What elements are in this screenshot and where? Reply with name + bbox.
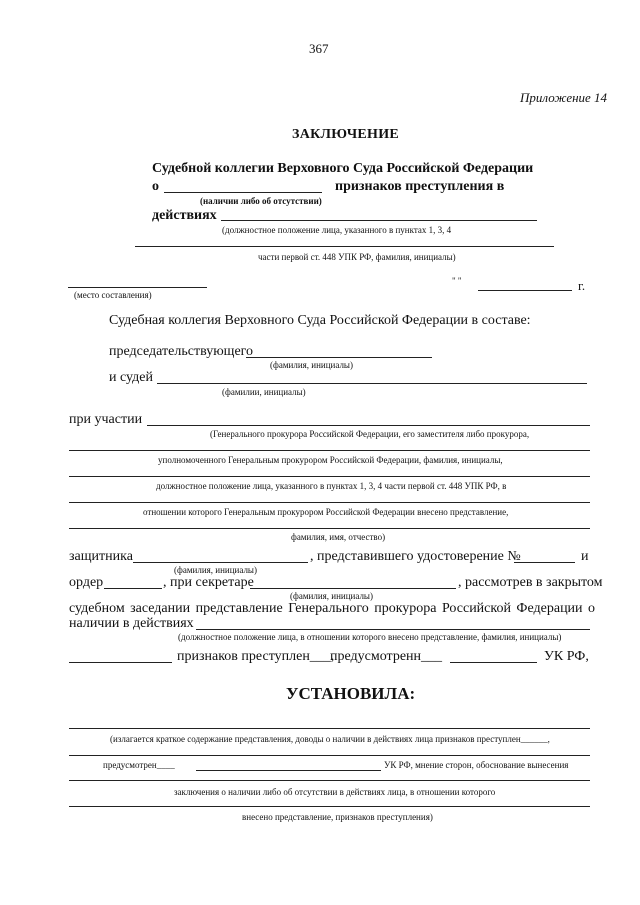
provided-article-line[interactable] (196, 770, 381, 771)
hint-position2: должностное положение лица, указанного в пунктах 1, 3, 4 части первой ст. 448 УПК РФ, в (156, 481, 507, 491)
conclusion-line[interactable] (69, 780, 590, 781)
hint-provided-right: УК РФ, мнение сторон, обоснование вынесения (384, 760, 569, 770)
closed-review-text: , рассмотрев в закрытом (458, 575, 603, 590)
participation-line[interactable] (147, 425, 590, 426)
presence-in-actions: наличии в действиях (69, 616, 194, 631)
presiding-line[interactable] (246, 357, 432, 358)
hint-summary: (излагается краткое содержание представления, доводы о наличии в действиях лица признаков преступлен______, (110, 734, 550, 744)
hint-provided-left: предусмотрен____ (103, 760, 175, 770)
subtitle-line1: Судебной коллегии Верховного Суда Российской Федерации (152, 161, 534, 176)
session-text: судебном заседании представление Генерального прокурора Российской Федерации о (69, 601, 595, 616)
order-line[interactable] (104, 588, 162, 589)
judges-line[interactable] (157, 383, 587, 384)
hint-judges: (фамилии, инициалы) (222, 387, 306, 397)
hint-position: (должностное положение лица, указанного в пунктах 1, 3, 4 (222, 225, 452, 235)
hint-defender: (фамилия, инициалы) (174, 565, 257, 575)
position2-line[interactable] (69, 476, 590, 477)
hint-fio: фамилия, имя, отчество) (291, 532, 386, 542)
composition-text: Судебная коллегия Верховного Суда Российской Федерации в составе: (109, 313, 531, 328)
hint-prosecutor: (Генерального прокурора Российской Федерации, его заместителя либо прокурора, (210, 429, 530, 439)
authorized-line[interactable] (69, 450, 590, 451)
page-number: 367 (309, 41, 329, 56)
secretary-text: , при секретаре (163, 575, 254, 590)
actions-line[interactable] (221, 220, 537, 221)
year-suffix: г. (578, 278, 586, 293)
hint-article: части первой ст. 448 УПК РФ, фамилия, инициалы) (258, 252, 456, 262)
date-quotes: " " (452, 276, 462, 286)
id-number-line[interactable] (514, 562, 575, 563)
date-line[interactable] (478, 290, 572, 291)
presiding-label: председательствующего (109, 344, 254, 359)
hint-conclusion: заключения о наличии либо об отсутствии в действиях лица, в отношении которого (174, 787, 496, 797)
summary-line[interactable] (69, 728, 590, 729)
hint-regarding: отношении которого Генеральным прокурором Российской Федерации внесено представление, (143, 507, 509, 517)
judges-label: и судей (109, 370, 153, 385)
subtitle-o: о (152, 179, 159, 194)
person-line[interactable] (196, 629, 590, 630)
representation-line[interactable] (69, 806, 590, 807)
position-line[interactable] (135, 246, 554, 247)
provided-line[interactable] (69, 755, 590, 756)
subtitle-actions: действиях (152, 208, 217, 223)
hint-authorized: уполномоченного Генеральным прокурором Российской Федерации, фамилия, инициалы, (158, 455, 503, 465)
order-label: ордер (69, 575, 104, 590)
hint-presiding: (фамилия, инициалы) (270, 360, 353, 370)
presence-line[interactable] (164, 192, 322, 193)
uk-rf-text: УК РФ, (544, 649, 589, 664)
hint-person: (должностное положение лица, в отношении которого внесено представление, фамилия, инициалы) (178, 632, 562, 642)
regarding-line[interactable] (69, 502, 590, 503)
hint-secretary: (фамилия, инициалы) (290, 591, 373, 601)
document-title: ЗАКЛЮЧЕНИЕ (292, 127, 400, 142)
hint-representation: внесено представление, признаков преступления) (242, 812, 433, 822)
established-heading: УСТАНОВИЛА: (286, 684, 416, 703)
article-line[interactable] (450, 662, 537, 663)
fio-line[interactable] (69, 528, 590, 529)
signs-prefix-line[interactable] (69, 662, 172, 663)
subtitle-signs: признаков преступления в (335, 179, 505, 194)
defender-label: защитника (69, 549, 133, 564)
secretary-line[interactable] (250, 588, 456, 589)
and-text: и (581, 549, 589, 564)
presented-id-text: , представившего удостоверение № (310, 549, 521, 564)
defender-line[interactable] (133, 562, 308, 563)
place-hint: (место составления) (74, 290, 152, 300)
appendix-label: Приложение 14 (520, 90, 608, 105)
place-line[interactable] (68, 287, 207, 288)
participation-label: при участии (69, 412, 143, 427)
hint-presence: (наличии либо об отсутствии) (200, 196, 322, 206)
crime-signs-text: признаков преступлен___, (177, 649, 335, 664)
provided-text: предусмотренн___ (330, 649, 443, 664)
